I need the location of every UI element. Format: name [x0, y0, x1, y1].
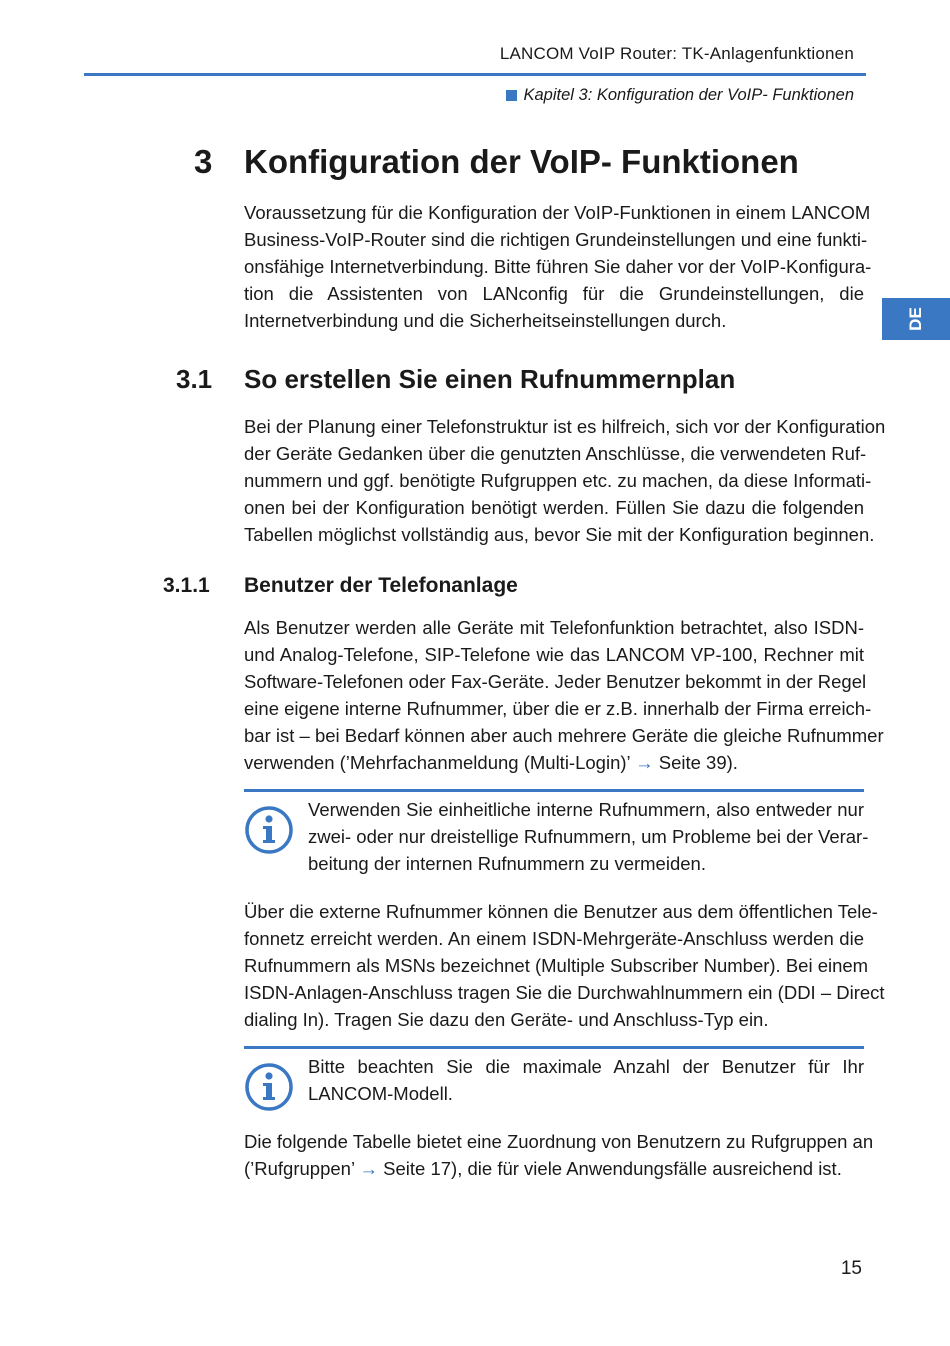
page-reference-link[interactable]: Seite 17), die für viele Anwendungsfälle ausreichend ist.: [378, 1158, 842, 1179]
header-rule: [84, 73, 866, 76]
text-line: Rufnummern als MSNs bezeichnet (Multiple Subscriber Number). Bei einem: [244, 955, 869, 976]
text-line: tion die Assistenten von LANconfig für die Grundeinstellungen, die: [244, 283, 864, 304]
section-number: 3.1: [176, 364, 213, 394]
text-line: beitung der internen Rufnummern zu vermeiden.: [308, 853, 706, 874]
info-note-1: [244, 789, 869, 879]
text-line-with-reference: [244, 1155, 864, 1182]
arrow-icon: →: [635, 752, 654, 773]
running-header-title: LANCOM VoIP Router: TK-Anlagenfunktionen: [499, 44, 854, 63]
text-line: onen bei der Konfiguration benötigt werden. Füllen Sie dazu die folgenden: [244, 497, 864, 518]
text-line: Business-VoIP-Router sind die richtigen Grundeinstellungen und eine funkti-: [244, 229, 868, 250]
info-note-2: [244, 1046, 864, 1112]
subsection-paragraph-2: [244, 898, 885, 1033]
note-rule: [244, 789, 864, 792]
running-header-chapter-text: Kapitel 3: Konfiguration der VoIP- Funktionen: [523, 86, 854, 104]
text-line: Bei der Planung einer Telefonstruktur ist es hilfreich, sich vor der Konfiguration: [244, 416, 886, 437]
text-line: der Geräte Gedanken über die genutzten Anschlüsse, die verwendeten Ruf-: [244, 443, 867, 464]
subsection-title: Benutzer der Telefonanlage: [244, 574, 518, 597]
text-line: Internetverbindung und die Sicherheitseinstellungen durch.: [244, 310, 727, 331]
text-line: Software-Telefonen oder Fax-Geräte. Jeder Benutzer bekommt in der Regel: [244, 671, 867, 692]
chapter-number: 3: [194, 143, 213, 180]
info-icon: [244, 805, 294, 855]
text-line-with-reference: [244, 749, 864, 776]
text-line: ISDN-Anlagen-Anschluss tragen Sie die Durchwahlnummern ein (DDI – Direct: [244, 982, 885, 1003]
text-line: fonnetz erreicht werden. An einem ISDN-Mehrgeräte-Anschluss werden die: [244, 928, 864, 949]
reference-text: (’Rufgruppen’: [244, 1158, 360, 1179]
text-line: onsfähige Internetverbindung. Bitte führen Sie daher vor der VoIP-Konfigura-: [244, 256, 872, 277]
section-paragraph: [244, 413, 886, 548]
language-tab-label: DE: [906, 307, 925, 331]
section-title: So erstellen Sie einen Rufnummernplan: [244, 364, 736, 394]
subsection-paragraph-1: [244, 614, 884, 776]
text-line: Tabellen möglichst vollständig aus, bevor Sie mit der Konfiguration beginnen.: [244, 524, 875, 545]
text-line: bar ist – bei Bedarf können aber auch mehrere Geräte die gleiche Rufnummer: [244, 725, 884, 746]
note-text: [308, 796, 869, 877]
text-line: Voraussetzung für die Konfiguration der VoIP-Funktionen in einem LANCOM: [244, 202, 871, 223]
subsection-number: 3.1.1: [163, 574, 210, 597]
page-reference-link[interactable]: Seite 39).: [653, 752, 738, 773]
info-icon: [244, 1062, 294, 1112]
subsection-paragraph-3: [244, 1128, 874, 1182]
note-rule: [244, 1046, 864, 1049]
text-line: zwei- oder nur dreistellige Rufnummern, um Probleme bei der Verar-: [308, 826, 869, 847]
arrow-icon: →: [359, 1158, 379, 1179]
text-line: dialing In). Tragen Sie dazu den Geräte- und Anschluss-Typ ein.: [244, 1009, 769, 1030]
text-line: Verwenden Sie einheitliche interne Rufnummern, also entweder nur: [308, 799, 864, 820]
reference-text: verwenden (’Mehrfachanmeldung (Multi-Login)’: [244, 752, 636, 773]
page-number: 15: [840, 1258, 862, 1279]
running-header-chapter: [506, 86, 854, 105]
text-line: nummern und ggf. benötigte Rufgruppen etc. zu machen, da diese Informati-: [244, 470, 872, 491]
text-line: und Analog-Telefone, SIP-Telefone wie das LANCOM VP-100, Rechner mit: [244, 644, 864, 665]
square-bullet-icon: [506, 90, 517, 101]
text-line: Über die externe Rufnummer können die Benutzer aus dem öffentlichen Tele-: [244, 901, 878, 922]
language-tab: [882, 298, 950, 340]
chapter-intro-paragraph: [244, 199, 872, 334]
text-line: Als Benutzer werden alle Geräte mit Telefonfunktion betrachtet, also ISDN-: [244, 617, 864, 638]
text-line: eine eigene interne Rufnummer, über die er z.B. innerhalb der Firma erreich-: [244, 698, 872, 719]
chapter-title: Konfiguration der VoIP- Funktionen: [244, 143, 799, 180]
text-line: Die folgende Tabelle bietet eine Zuordnung von Benutzern zu Rufgruppen an: [244, 1131, 874, 1152]
note-text: [308, 1053, 864, 1107]
text-line: Bitte beachten Sie die maximale Anzahl der Benutzer für Ihr: [308, 1056, 864, 1077]
text-line: LANCOM-Modell.: [308, 1083, 453, 1104]
